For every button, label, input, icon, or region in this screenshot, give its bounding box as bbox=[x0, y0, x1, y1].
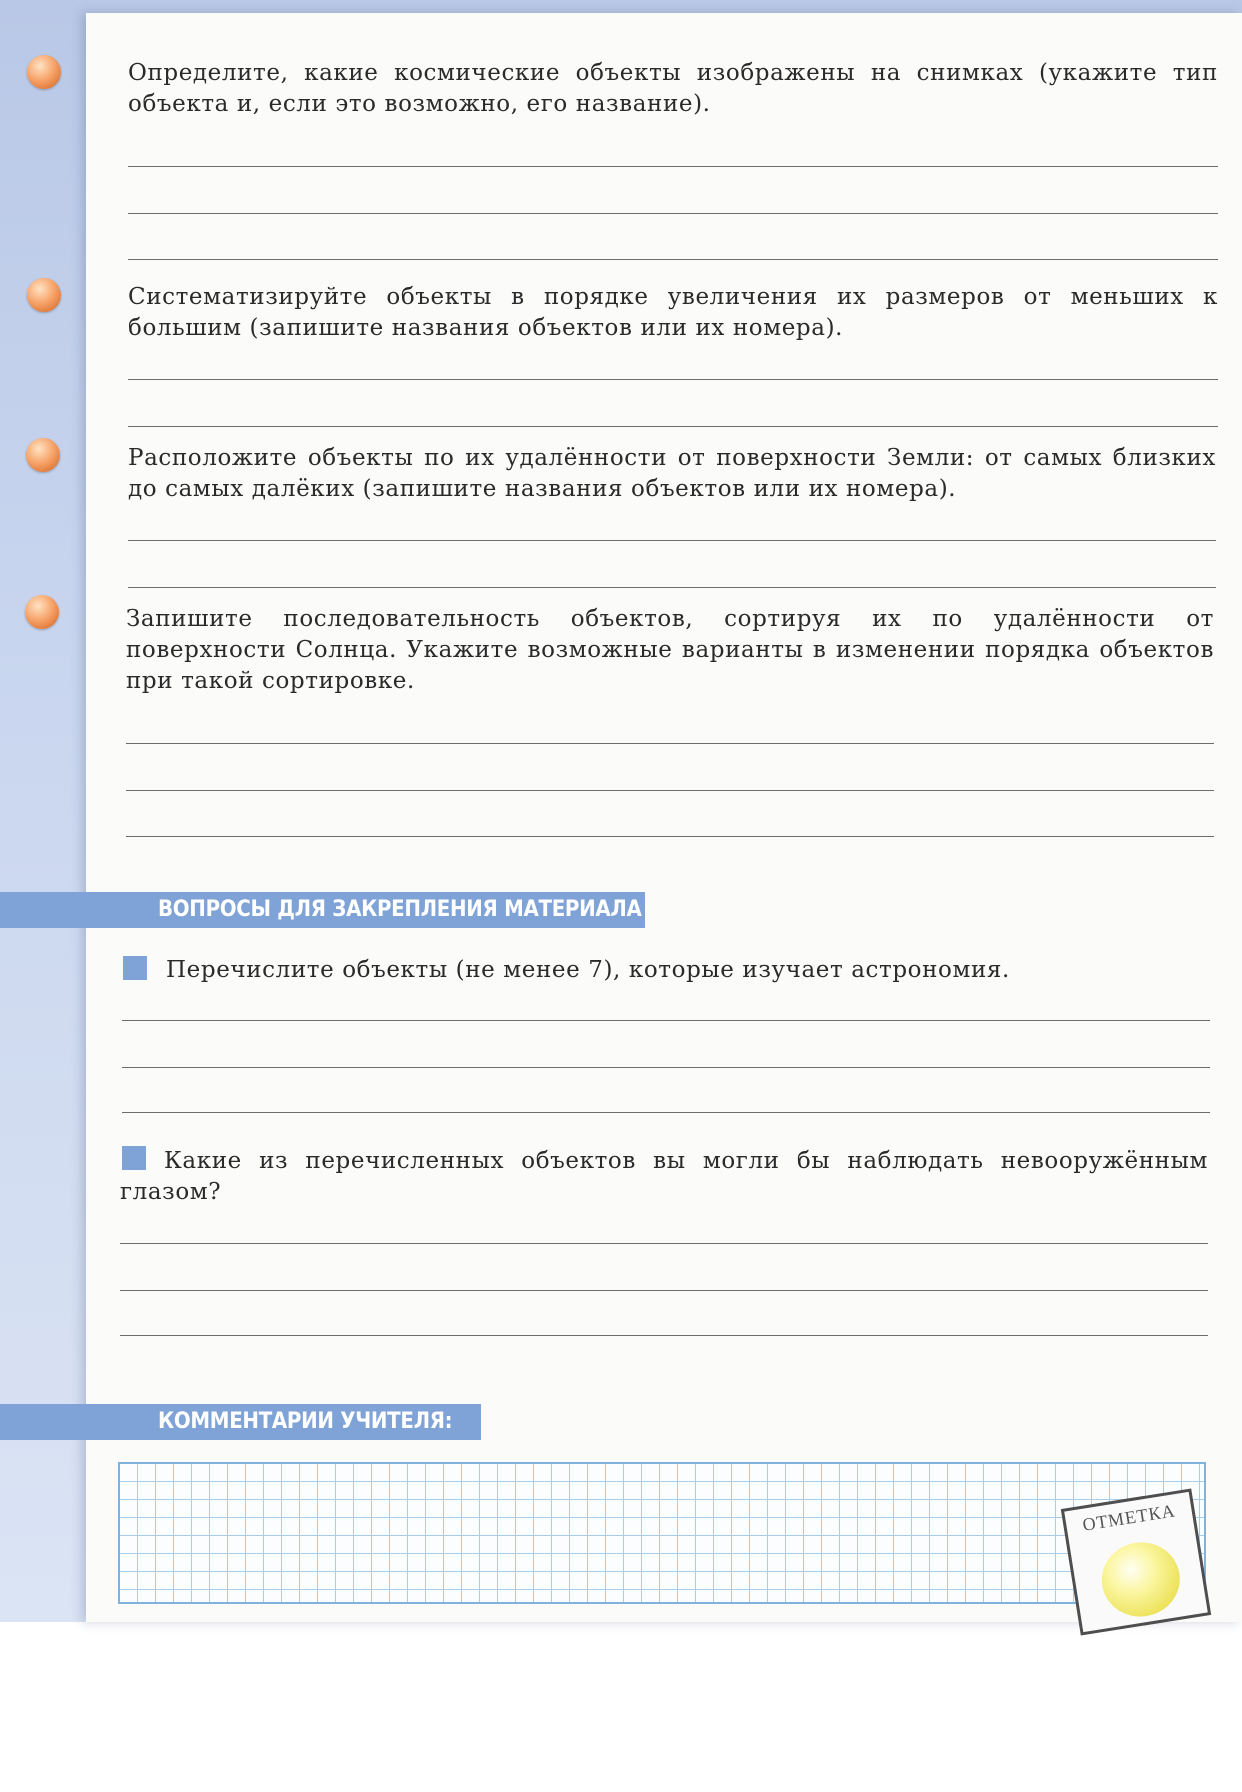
question-1-text: Определите, какие космические объекты изображены на снимках (укажите тип объекта и, если это возможно, его название). bbox=[128, 60, 1218, 117]
review-section-banner: ВОПРОСЫ ДЛЯ ЗАКРЕПЛЕНИЯ МАТЕРИАЛА bbox=[0, 892, 645, 928]
answer-line[interactable] bbox=[126, 743, 1214, 744]
orange-ball-bullet-icon bbox=[26, 438, 60, 472]
review-question-2-label: Какие из перечисленных объектов вы могли бы наблюдать невооружённым глазом? bbox=[120, 1148, 1208, 1205]
orange-ball-bullet-icon bbox=[25, 595, 59, 629]
grade-stamp-icon bbox=[1061, 1488, 1211, 1635]
answer-line[interactable] bbox=[120, 1243, 1208, 1244]
orange-ball-bullet-icon bbox=[27, 278, 61, 312]
review-question-1-text: Перечислите объекты (не менее 7), которые изучает астрономия. bbox=[166, 957, 1010, 983]
teacher-comment-grid[interactable] bbox=[118, 1462, 1206, 1604]
answer-line[interactable] bbox=[128, 379, 1218, 380]
teacher-comments-banner: КОММЕНТАРИИ УЧИТЕЛЯ: bbox=[0, 1404, 481, 1440]
answer-line[interactable] bbox=[122, 1067, 1210, 1068]
answer-line[interactable] bbox=[120, 1290, 1208, 1291]
answer-line[interactable] bbox=[126, 790, 1214, 791]
answer-line[interactable] bbox=[128, 426, 1218, 427]
answer-line[interactable] bbox=[128, 213, 1218, 214]
answer-line[interactable] bbox=[122, 1020, 1210, 1021]
question-2-text: Систематизируйте объекты в порядке увеличения их размеров от меньших к большим (запишите названия объектов или их номера). bbox=[128, 284, 1218, 341]
answer-line[interactable] bbox=[128, 587, 1216, 588]
orange-ball-bullet-icon bbox=[27, 55, 61, 89]
review-question-2-text bbox=[120, 1146, 1208, 1208]
answer-line[interactable] bbox=[128, 259, 1218, 260]
question-4-text: Запишите последовательность объектов, сортируя их по удалённости от поверхности Солнца. Укажите возможные варианты в изменении порядка объектов при такой сортировке. bbox=[126, 606, 1214, 694]
answer-line[interactable] bbox=[128, 166, 1218, 167]
blue-square-bullet-icon bbox=[123, 956, 147, 980]
grade-stamp-label: ОТМЕТКА bbox=[1081, 1500, 1177, 1535]
answer-line[interactable] bbox=[126, 836, 1214, 837]
question-3-text: Расположите объекты по их удалённости от поверхности Земли: от самых близких до самых далёких (запишите названия объектов или их номера). bbox=[128, 445, 1216, 502]
worksheet-page bbox=[86, 13, 1242, 1622]
answer-line[interactable] bbox=[128, 540, 1216, 541]
grade-ball-icon bbox=[1096, 1537, 1185, 1622]
answer-line[interactable] bbox=[122, 1112, 1210, 1113]
answer-line[interactable] bbox=[120, 1335, 1208, 1336]
